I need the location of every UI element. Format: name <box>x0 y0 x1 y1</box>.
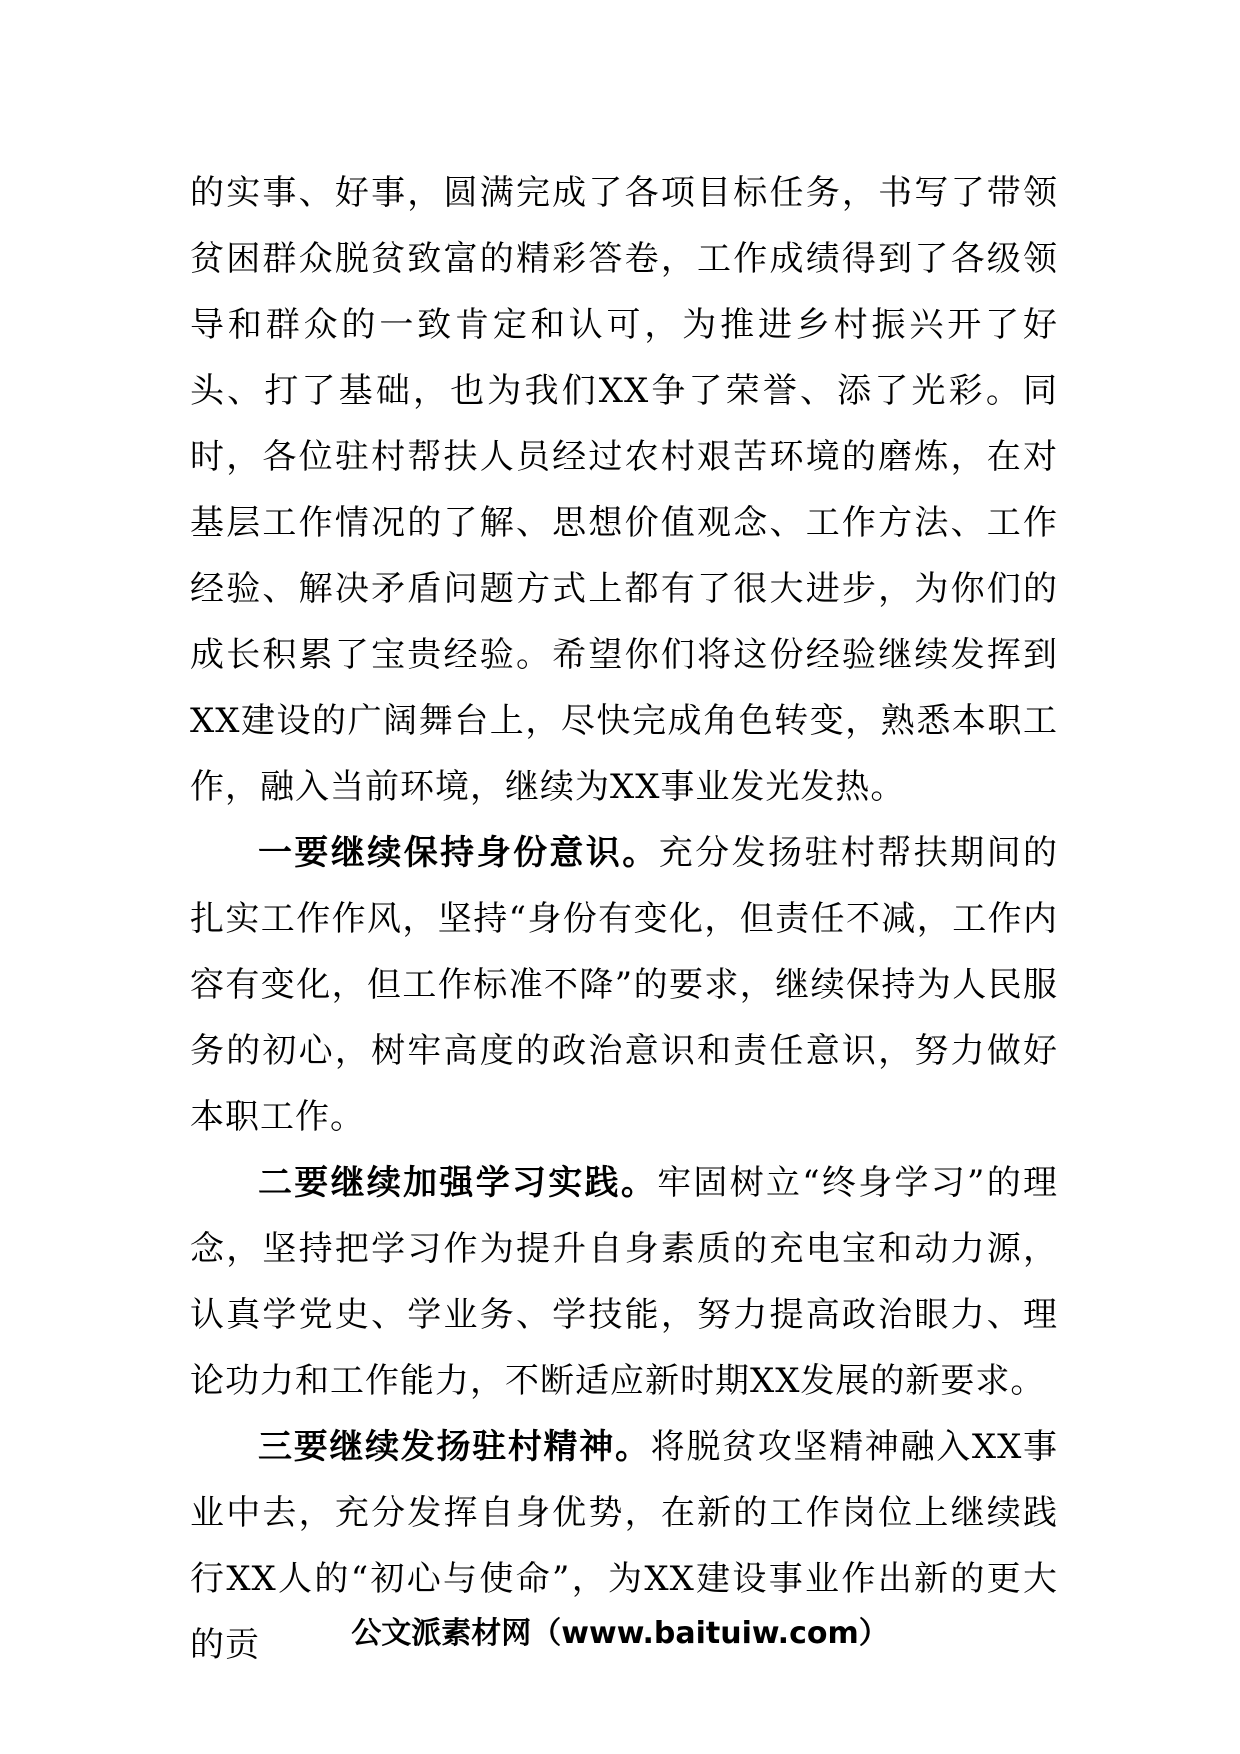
page-footer: 公文派素材网（www.baituiw.com） <box>351 1616 889 1651</box>
document-body <box>190 160 1058 1678</box>
paragraph-lead: 一要继续保持身份意识。 <box>258 833 659 873</box>
paragraph-continuation <box>190 160 1058 820</box>
paragraph-lead: 三要继续发扬驻村精神。 <box>258 1427 651 1467</box>
paragraph-point-two <box>190 1150 1058 1414</box>
paragraph-text: 充分发扬驻村帮扶期间的扎实工作作风，坚持“身份有变化，但责任不减，工作内容有变化，但工作标准不降”的要求，继续保持为人民服务的初心，树牢高度的政治意识和责任意识，努力做好本职工作。 <box>190 833 1059 1137</box>
paragraph-lead: 二要继续加强学习实践。 <box>258 1163 658 1203</box>
paragraph-text: 将脱贫攻坚精神融入XX事业中去，充分发挥自身优势，在新的工作岗位上继续践行XX人的“初心与使命”，为XX建设事业作出新的更大的贡 <box>190 1427 1058 1665</box>
paragraph-text: 牢固树立“终身学习”的理念，坚持把学习作为提升自身素质的充电宝和动力源，认真学党史、学业务、学技能，努力提高政治眼力、理论功力和工作能力，不断适应新时期XX发展的新要求。 <box>190 1163 1059 1401</box>
paragraph-text: 的实事、好事，圆满完成了各项目标任务，书写了带领贫困群众脱贫致富的精彩答卷，工作成绩得到了各级领导和群众的一致肯定和认可，为推进乡村振兴开了好头、打了基础，也为我们XX争了荣誉、添了光彩。同时，各位驻村帮扶人员经过农村艰苦环境的磨炼，在对基层工作情况的了解、思想价值观念、工作方法、工作经验、解决矛盾问题方式上都有了很大进步，为你们的成长积累了宝贵经验。希望你们将这份经验继续发挥到XX建设的广阔舞台上，尽快完成角色转变，熟悉本职工作，融入当前环境，继续为XX事业发光发热。 <box>190 173 1058 807</box>
paragraph-point-one <box>190 820 1058 1150</box>
